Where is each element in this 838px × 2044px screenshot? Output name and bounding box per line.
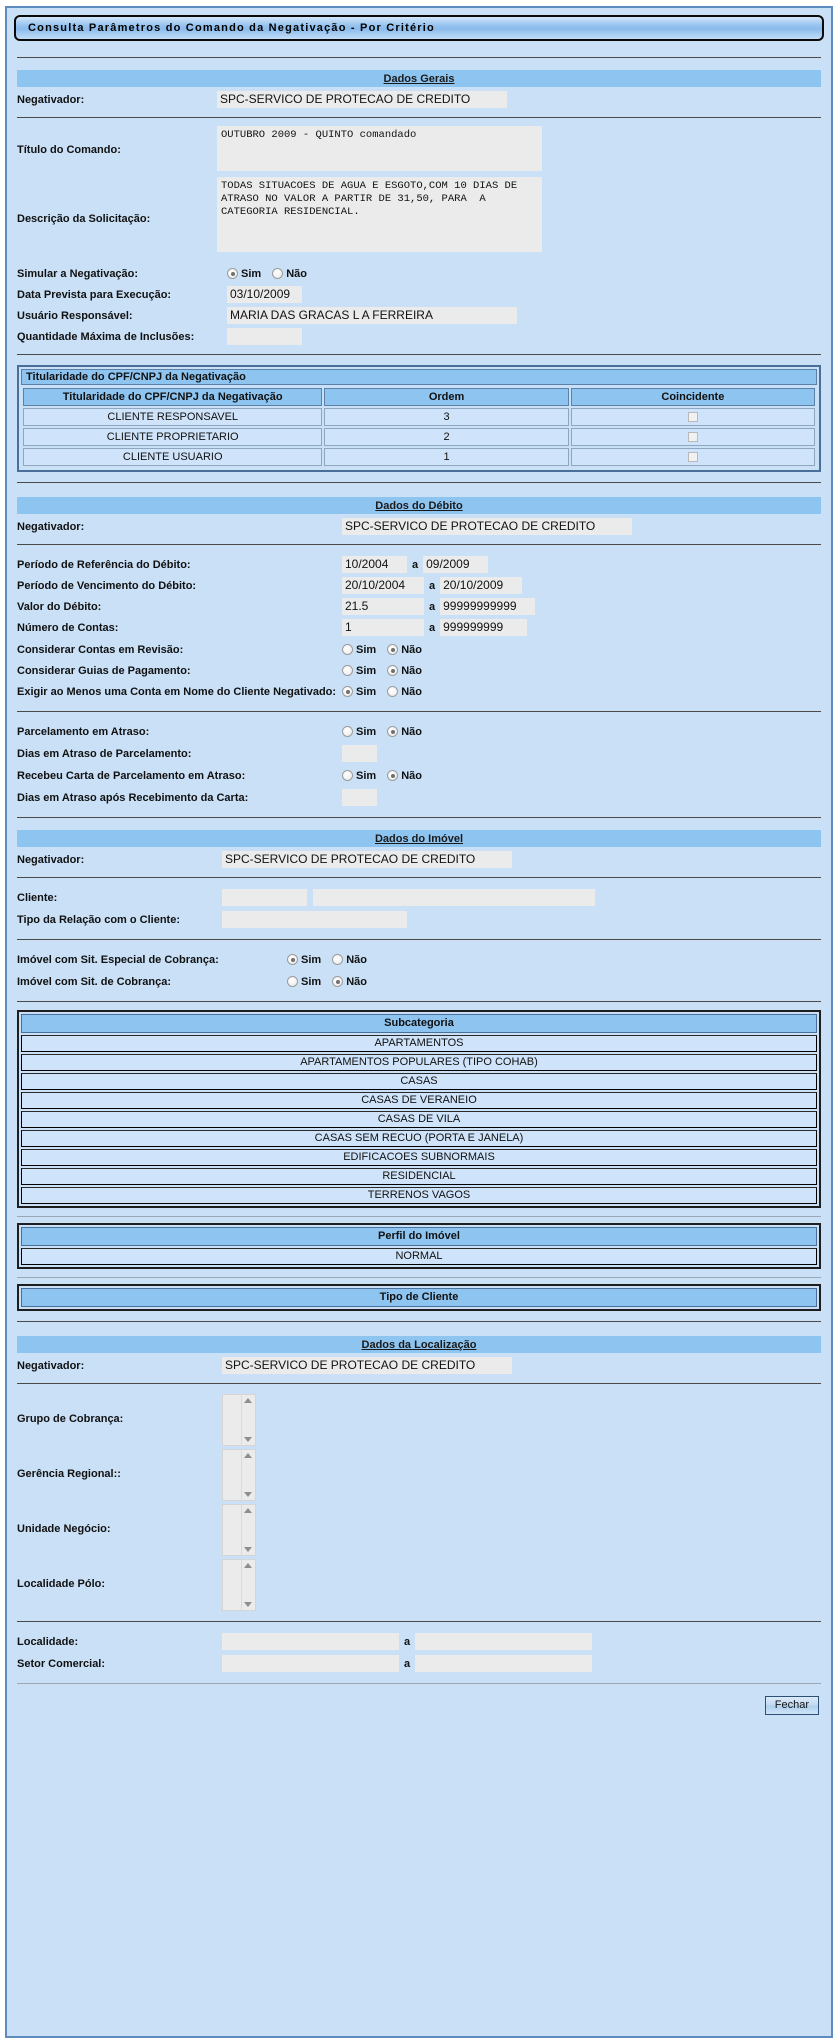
radio-dot-icon — [332, 954, 343, 965]
row-localidade — [13, 1632, 825, 1651]
value-data-prevista: 03/10/2009 — [227, 286, 302, 303]
radio-group-sit-especial — [287, 954, 374, 966]
label-simular-negativacao: Simular a Negativação: — [17, 267, 139, 280]
radio-dot-icon — [342, 686, 353, 697]
radio-dot-icon — [287, 976, 298, 987]
value-localidade-de — [222, 1633, 399, 1650]
radio-label-nao: Não — [401, 769, 422, 782]
radio-label-sim: Sim — [356, 769, 377, 782]
value-cliente-codigo — [222, 889, 307, 906]
radio-dot-icon — [342, 726, 353, 737]
row-parcelamento-atraso — [13, 722, 825, 741]
radio-label-sim: Sim — [301, 975, 322, 988]
row-usuario-responsavel — [13, 306, 825, 325]
footer-actions — [13, 1696, 825, 1715]
label-sit-especial-cobranca: Imóvel com Sit. Especial de Cobrança: — [17, 953, 219, 966]
radio-group-guias-pagamento — [342, 665, 429, 677]
section-title-dados-debito: Dados do Débito — [375, 499, 463, 512]
label-dias-atraso-parcelamento: Dias em Atraso de Parcelamento: — [17, 747, 192, 760]
cell-titularidade: CLIENTE PROPRIETARIO — [23, 428, 322, 446]
scroll-down-arrow-icon[interactable] — [244, 1547, 252, 1552]
row-simular-negativacao — [13, 264, 825, 283]
window-title-bar — [14, 15, 824, 41]
table-titularidade — [21, 386, 817, 468]
radio-group-parcelamento — [342, 726, 429, 738]
range-separator: a — [412, 558, 419, 571]
value-negativador-localizacao: SPC-SERVICO DE PROTECAO DE CREDITO — [222, 1357, 512, 1374]
row-data-prevista — [13, 285, 825, 304]
label-cliente: Cliente: — [17, 891, 58, 904]
radio-simular-sim[interactable] — [227, 268, 261, 280]
label-negativador-localizacao: Negativador: — [17, 1359, 85, 1372]
radio-sit-cobranca-nao[interactable] — [332, 976, 367, 988]
radio-carta-sim[interactable] — [342, 770, 376, 782]
label-titulo-comando: Título do Comando: — [17, 144, 121, 156]
list-item[interactable]: CASAS — [21, 1073, 817, 1090]
value-negativador-debito: SPC-SERVICO DE PROTECAO DE CREDITO — [342, 518, 632, 535]
radio-dot-icon — [342, 770, 353, 781]
label-localidade: Localidade: — [17, 1635, 79, 1648]
radio-dot-icon — [342, 644, 353, 655]
value-cliente-nome — [313, 889, 595, 906]
section-title-dados-imovel: Dados do Imóvel — [374, 832, 464, 845]
radio-contas-revisao-nao[interactable] — [387, 644, 422, 656]
cell-titularidade: CLIENTE USUARIO — [23, 448, 322, 466]
panel-title-perfil-imovel: Perfil do Imóvel — [21, 1227, 817, 1246]
table-row — [23, 408, 815, 426]
row-dias-atraso-parcelamento — [13, 744, 825, 763]
radio-dot-icon — [387, 770, 398, 781]
cell-titularidade: CLIENTE RESPONSAVEL — [23, 408, 322, 426]
value-setor-ate — [415, 1655, 592, 1672]
label-periodo-referencia: Período de Referência do Débito: — [17, 558, 191, 571]
row-grupo-cobranca — [13, 1394, 825, 1446]
label-negativador-debito: Negativador: — [17, 520, 85, 533]
cell-ordem: 2 — [324, 428, 568, 446]
radio-dot-icon — [227, 268, 238, 279]
list-item[interactable]: CASAS DE VERANEIO — [21, 1092, 817, 1109]
select-localidade-polo[interactable] — [222, 1559, 256, 1611]
label-gerencia-regional: Gerência Regional:: — [17, 1468, 121, 1480]
label-valor-debito: Valor do Débito: — [17, 600, 102, 613]
cell-coincidente — [571, 448, 815, 466]
scroll-down-arrow-icon[interactable] — [244, 1437, 252, 1442]
value-periodo-venc-de: 20/10/2004 — [342, 577, 424, 594]
cell-coincidente — [571, 428, 815, 446]
value-negativador: SPC-SERVICO DE PROTECAO DE CREDITO — [217, 91, 507, 108]
scroll-up-arrow-icon[interactable] — [244, 1563, 252, 1568]
table-row — [23, 428, 815, 446]
table-header-row — [23, 388, 815, 406]
section-header-dados-localizacao — [17, 1336, 821, 1353]
radio-carta-nao[interactable] — [387, 770, 422, 782]
label-parcelamento-atraso: Parcelamento em Atraso: — [17, 725, 150, 738]
range-separator: a — [429, 600, 436, 613]
table-row — [23, 448, 815, 466]
scroll-down-arrow-icon[interactable] — [244, 1492, 252, 1497]
value-negativador-imovel: SPC-SERVICO DE PROTECAO DE CREDITO — [222, 851, 512, 868]
row-sit-cobranca — [13, 972, 825, 991]
value-valor-ate: 99999999999 — [440, 598, 535, 615]
radio-parcelamento-nao[interactable] — [387, 726, 422, 738]
scroll-up-arrow-icon[interactable] — [244, 1508, 252, 1513]
radio-label-nao: Não — [401, 685, 422, 698]
range-separator: a — [404, 1657, 411, 1670]
row-sit-especial-cobranca — [13, 950, 825, 969]
label-periodo-vencimento: Período de Vencimento do Débito: — [17, 579, 197, 592]
radio-group-carta-parcelamento — [342, 770, 429, 782]
label-exigir-conta: Exigir ao Menos uma Conta em Nome do Cliente Negativado: — [17, 685, 337, 698]
value-numero-contas-de: 1 — [342, 619, 424, 636]
radio-exigir-nao[interactable] — [387, 686, 422, 698]
radio-group-sit-cobranca — [287, 976, 374, 988]
label-localidade-polo: Localidade Pólo: — [17, 1578, 106, 1590]
radio-dot-icon — [387, 644, 398, 655]
close-button[interactable]: Fechar — [765, 1696, 819, 1715]
cell-coincidente — [571, 408, 815, 426]
value-localidade-ate — [415, 1633, 592, 1650]
value-periodo-ref-ate: 09/2009 — [423, 556, 488, 573]
radio-contas-revisao-sim[interactable] — [342, 644, 376, 656]
radio-dot-icon — [332, 976, 343, 987]
row-titulo-comando — [13, 126, 825, 171]
row-cliente — [13, 888, 825, 907]
section-header-dados-imovel — [17, 830, 821, 847]
radio-label-sim: Sim — [356, 685, 377, 698]
label-numero-contas: Número de Contas: — [17, 621, 119, 634]
value-dias-apos-carta — [342, 789, 377, 806]
select-unidade-negocio[interactable] — [222, 1504, 256, 1556]
label-negativador-imovel: Negativador: — [17, 853, 85, 866]
radio-parcelamento-sim[interactable] — [342, 726, 376, 738]
list-item[interactable]: RESIDENCIAL — [21, 1168, 817, 1185]
label-negativador: Negativador: — [17, 93, 85, 106]
list-item[interactable]: EDIFICACOES SUBNORMAIS — [21, 1149, 817, 1166]
value-periodo-venc-ate: 20/10/2009 — [440, 577, 522, 594]
panel-title-tipo-cliente: Tipo de Cliente — [21, 1288, 817, 1307]
row-exigir-conta — [13, 682, 825, 701]
radio-dot-icon — [287, 954, 298, 965]
radio-label-sim: Sim — [356, 664, 377, 677]
row-dias-apos-carta — [13, 788, 825, 807]
radio-label-sim: Sim — [301, 953, 322, 966]
scroll-up-arrow-icon[interactable] — [244, 1453, 252, 1458]
form-frame — [5, 6, 833, 2038]
value-usuario-responsavel: MARIA DAS GRACAS L A FERREIRA — [227, 307, 517, 324]
row-unidade-negocio — [13, 1504, 825, 1556]
label-data-prevista: Data Prevista para Execução: — [17, 288, 172, 301]
scrollbar-track[interactable] — [241, 1505, 255, 1555]
scroll-down-arrow-icon[interactable] — [244, 1602, 252, 1607]
radio-label-nao: Não — [346, 975, 367, 988]
row-negativador-debito — [13, 517, 825, 536]
panel-tipo-cliente — [17, 1284, 821, 1311]
checkbox-coincidente[interactable] — [688, 412, 698, 422]
list-item[interactable]: TERRENOS VAGOS — [21, 1187, 817, 1204]
radio-dot-icon — [272, 268, 283, 279]
scroll-up-arrow-icon[interactable] — [244, 1398, 252, 1403]
row-carta-parcelamento — [13, 766, 825, 785]
checkbox-coincidente[interactable] — [688, 452, 698, 462]
radio-group-simular — [227, 268, 314, 280]
row-contas-revisao — [13, 640, 825, 659]
row-tipo-relacao — [13, 910, 825, 929]
value-dias-atraso-parcelamento — [342, 745, 377, 762]
radio-dot-icon — [342, 665, 353, 676]
value-tipo-relacao — [222, 911, 407, 928]
radio-label-nao: Não — [286, 267, 307, 280]
row-numero-contas — [13, 618, 825, 637]
radio-dot-icon — [387, 665, 398, 676]
range-separator: a — [404, 1635, 411, 1648]
col-ordem: Ordem — [324, 388, 568, 406]
label-sit-cobranca: Imóvel com Sit. de Cobrança: — [17, 975, 172, 988]
page-title: Consulta Parâmetros do Comando da Negativação - Por Critério — [28, 22, 435, 34]
panel-title-titularidade — [21, 369, 817, 385]
radio-label-nao: Não — [346, 953, 367, 966]
radio-simular-nao[interactable] — [272, 268, 307, 280]
panel-titularidade — [17, 365, 821, 472]
radio-sit-cobranca-sim[interactable] — [287, 976, 321, 988]
row-negativador-gerais — [13, 90, 825, 109]
row-quantidade-maxima — [13, 327, 825, 346]
list-item[interactable]: CASAS SEM RECUO (PORTA E JANELA) — [21, 1130, 817, 1147]
select-grupo-cobranca[interactable] — [222, 1394, 256, 1446]
row-negativador-imovel — [13, 850, 825, 869]
radio-label-sim: Sim — [356, 725, 377, 738]
radio-label-sim: Sim — [241, 267, 262, 280]
section-header-dados-debito — [17, 497, 821, 514]
section-title-dados-localizacao: Dados da Localização — [361, 1338, 477, 1351]
label-descricao-solicitacao: Descrição da Solicitação: — [17, 213, 151, 225]
scrollbar-track[interactable] — [241, 1450, 255, 1500]
list-item[interactable]: APARTAMENTOS — [21, 1035, 817, 1052]
section-header-dados-gerais — [17, 70, 821, 87]
cell-ordem: 1 — [324, 448, 568, 466]
titulo-comando-textarea[interactable] — [217, 126, 542, 171]
radio-dot-icon — [387, 686, 398, 697]
row-gerencia-regional — [13, 1449, 825, 1501]
section-title-dados-gerais: Dados Gerais — [383, 72, 455, 85]
select-gerencia-regional[interactable] — [222, 1449, 256, 1501]
label-tipo-relacao: Tipo da Relação com o Cliente: — [17, 913, 180, 926]
label-usuario-responsavel: Usuário Responsável: — [17, 309, 133, 322]
radio-group-exigir-conta — [342, 686, 429, 698]
label-setor-comercial: Setor Comercial: — [17, 1657, 106, 1670]
radio-label-nao: Não — [401, 643, 422, 656]
label-dias-apos-carta: Dias em Atraso após Recebimento da Carta: — [17, 791, 249, 804]
descricao-solicitacao-textarea[interactable] — [217, 177, 542, 252]
list-item[interactable]: APARTAMENTOS POPULARES (TIPO COHAB) — [21, 1054, 817, 1071]
panel-perfil-imovel — [17, 1223, 821, 1269]
panel-subcategoria — [17, 1010, 821, 1208]
radio-dot-icon — [387, 726, 398, 737]
label-quantidade-maxima: Quantidade Máxima de Inclusões: — [17, 330, 195, 343]
checkbox-coincidente[interactable] — [688, 432, 698, 442]
label-guias-pagamento: Considerar Guias de Pagamento: — [17, 664, 191, 677]
radio-guias-nao[interactable] — [387, 665, 422, 677]
row-negativador-localizacao — [13, 1356, 825, 1375]
radio-label-nao: Não — [401, 725, 422, 738]
value-setor-de — [222, 1655, 399, 1672]
cell-ordem: 3 — [324, 408, 568, 426]
value-periodo-ref-de: 10/2004 — [342, 556, 407, 573]
row-descricao-solicitacao — [13, 177, 825, 252]
panel-title-subcategoria: Subcategoria — [21, 1014, 817, 1033]
label-contas-revisao: Considerar Contas em Revisão: — [17, 643, 184, 656]
label-unidade-negocio: Unidade Negócio: — [17, 1523, 111, 1535]
value-valor-de: 21.5 — [342, 598, 424, 615]
radio-label-sim: Sim — [356, 643, 377, 656]
radio-label-nao: Não — [401, 664, 422, 677]
row-guias-pagamento — [13, 661, 825, 680]
range-separator: a — [429, 579, 436, 592]
list-item[interactable]: NORMAL — [21, 1248, 817, 1265]
value-numero-contas-ate: 999999999 — [440, 619, 527, 636]
row-periodo-vencimento — [13, 576, 825, 595]
list-item[interactable]: CASAS DE VILA — [21, 1111, 817, 1128]
scrollbar-track[interactable] — [241, 1395, 255, 1445]
radio-sit-especial-sim[interactable] — [287, 954, 321, 966]
col-coincidente: Coincidente — [571, 388, 815, 406]
row-periodo-referencia — [13, 555, 825, 574]
radio-sit-especial-nao[interactable] — [332, 954, 367, 966]
radio-exigir-sim[interactable] — [342, 686, 376, 698]
row-localidade-polo — [13, 1559, 825, 1611]
value-quantidade-maxima — [227, 328, 302, 345]
label-carta-parcelamento: Recebeu Carta de Parcelamento em Atraso: — [17, 769, 246, 782]
radio-group-contas-revisao — [342, 644, 429, 656]
radio-guias-sim[interactable] — [342, 665, 376, 677]
scrollbar-track[interactable] — [241, 1560, 255, 1610]
label-grupo-cobranca: Grupo de Cobrança: — [17, 1413, 124, 1425]
range-separator: a — [429, 621, 436, 634]
panel-title-text: Titularidade do CPF/CNPJ da Negativação — [26, 371, 246, 383]
row-setor-comercial — [13, 1654, 825, 1673]
col-titularidade: Titularidade do CPF/CNPJ da Negativação — [23, 388, 322, 406]
row-valor-debito — [13, 597, 825, 616]
